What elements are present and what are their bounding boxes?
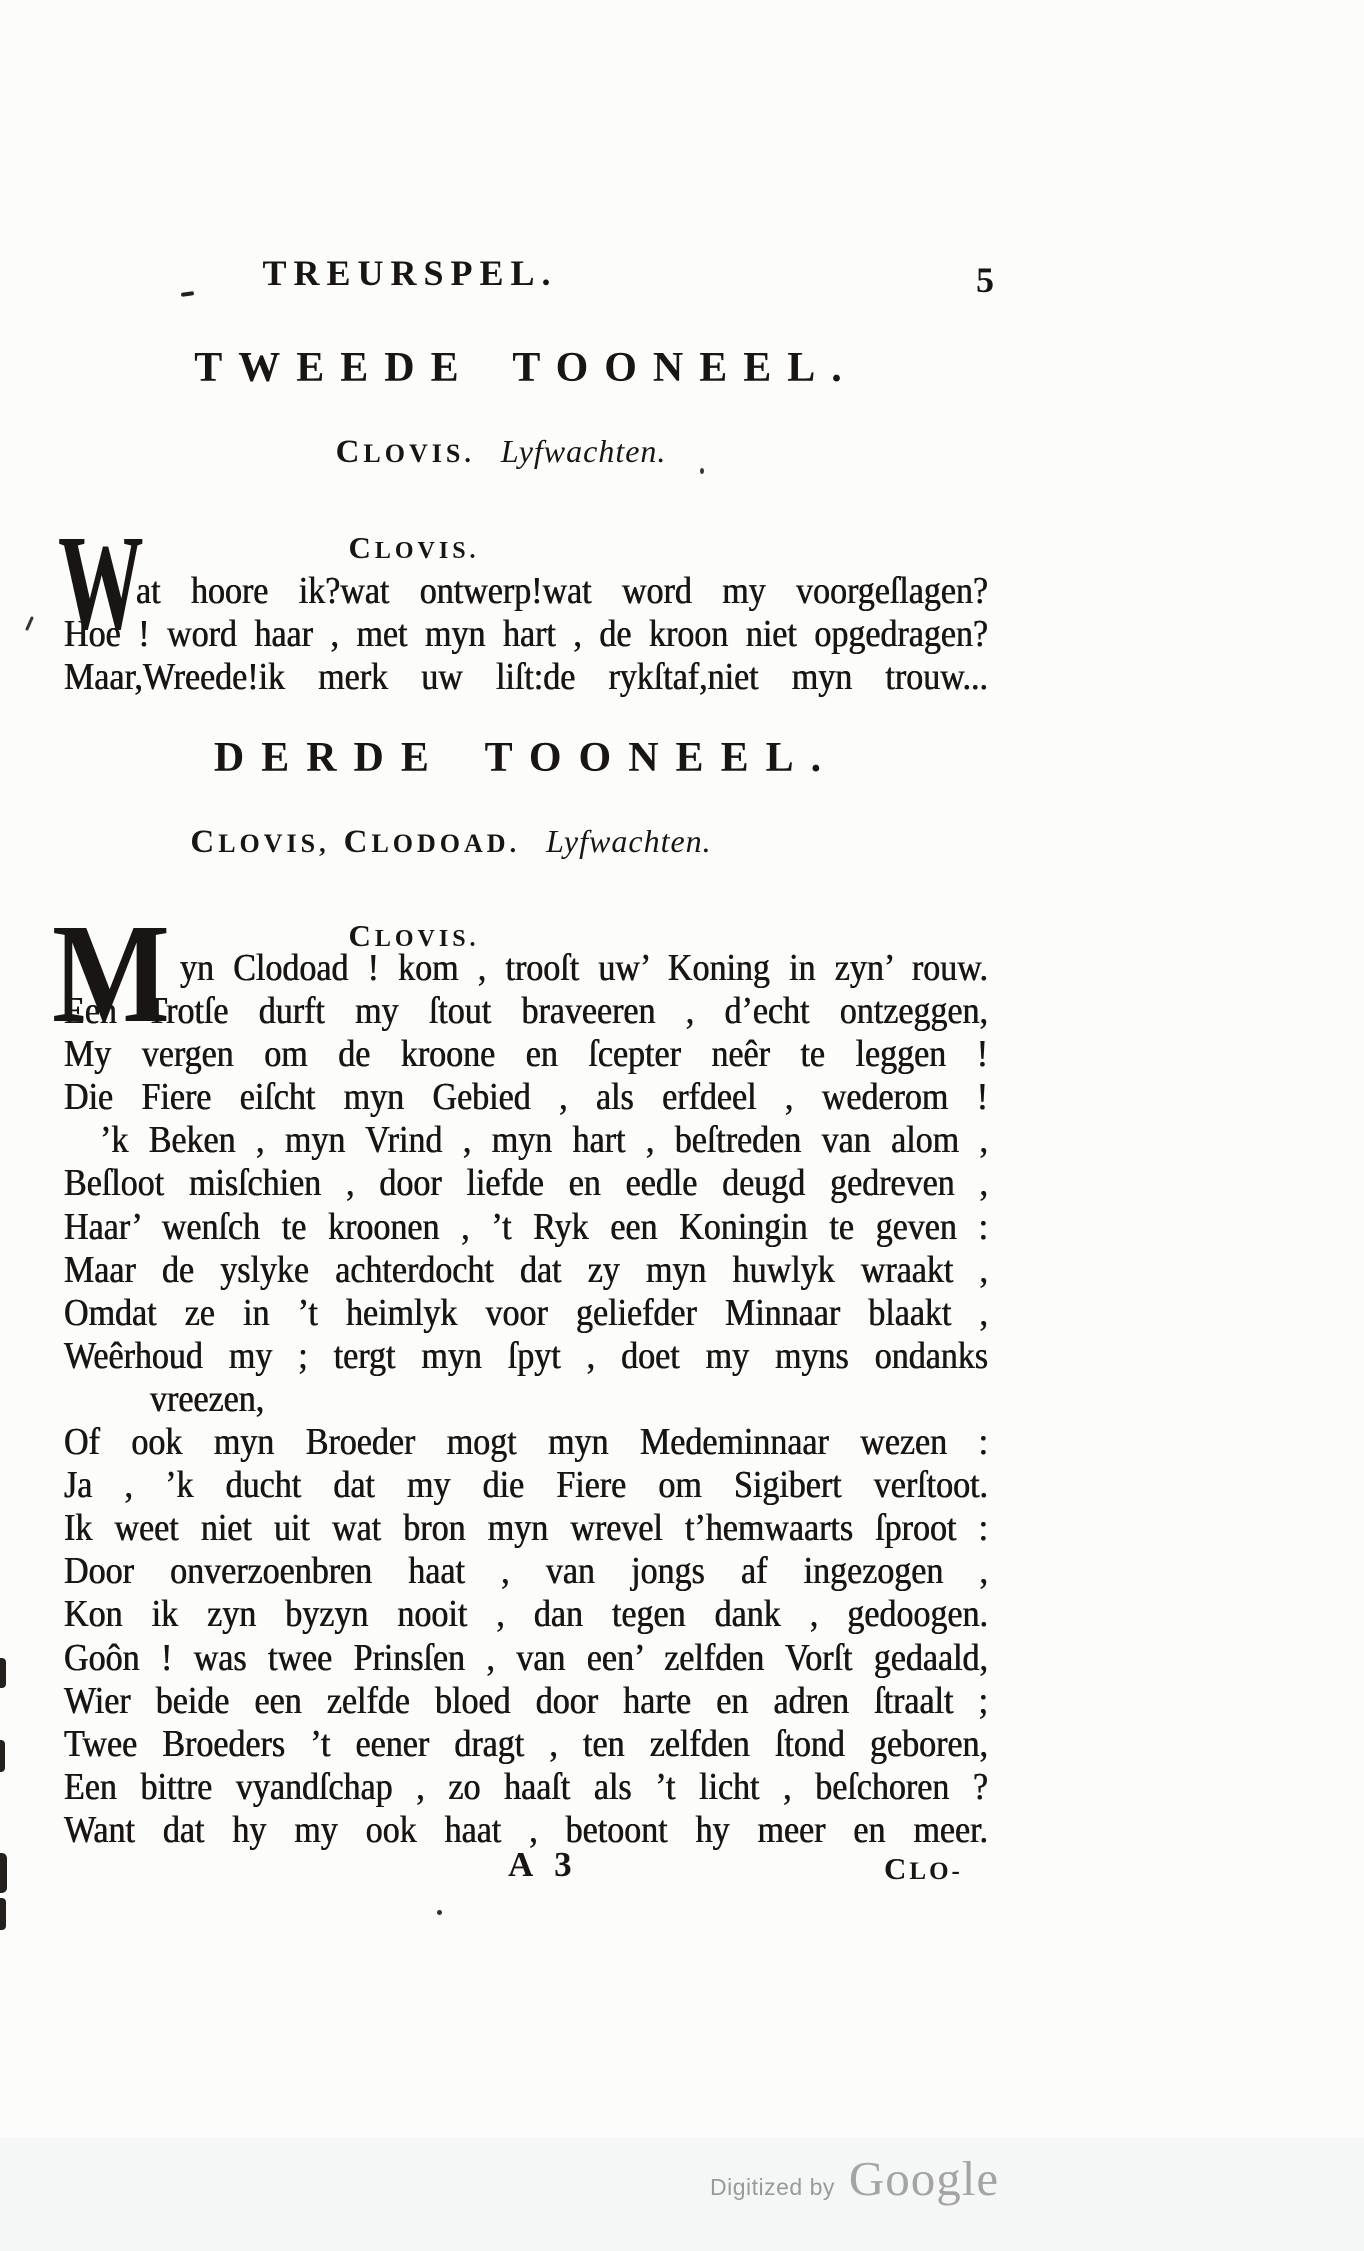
verse-line: Omdat ze in ’t heimlyk voor geliefder Minnaar blaakt , [64,1292,988,1334]
ink-artifact [25,616,34,631]
ink-artifact [181,291,194,297]
ink-artifact [0,1898,6,1930]
ink-artifact [0,1658,6,1688]
verse-line: Want dat hy my ook haat , betoont hy meer en meer. [64,1809,988,1851]
verse-line: Een bittre vyandſchap , zo haaſt als ’t licht , beſchoren ? [64,1766,988,1808]
ink-artifact [437,1910,442,1915]
verse-line: at hoore ik?wat ontwerp!wat word my voorgeſlagen? [136,570,988,612]
scene1-characters-line [64,435,938,469]
speech-clovis-1 [64,570,988,699]
drop-cap-w: W [58,508,144,658]
google-logo: Google [848,2151,1000,2206]
page-number: 5 [976,260,994,300]
verse-line: My vergen om de kroone en ſcepter neêr te leggen ! [64,1033,988,1076]
verse-line: Of ook myn Broeder mogt myn Medeminnaar wezen : [64,1421,988,1463]
character-name: CLOVIS. [335,434,475,470]
signature-mark: A 3 [508,1845,572,1884]
speech-clovis-2 [64,947,988,1852]
running-title: TREURSPEL. [262,253,558,293]
verse-line: Haar’ wenſch te kroonen , ’t Ryk een Koningin te geven : [64,1206,988,1248]
character-name: CLOVIS, [190,824,330,860]
stage-direction: Lyfwachten. [500,433,667,469]
stage-direction: Lyfwachten. [546,823,712,859]
verse-line: Door onverzoenbren haat , van jongs af ingezogen , [64,1550,988,1593]
verse-line: Ja , ’k ducht dat my die Fiere om Sigibert verſtoot. [64,1464,988,1507]
scene-heading-tweede-tooneel: TWEEDE TOONEEL. [194,345,858,391]
speaker-label: CLOVIS. [348,530,480,565]
verse-line: vreezen, [150,1378,265,1420]
verse-line: ’k Beken , myn Vrind , myn hart , beſtreden van alom , [100,1119,988,1162]
verse-line: Die Fiere eiſcht myn Gebied , als erfdeel , wederom ! [64,1076,988,1119]
speaker-name [64,532,764,563]
verse-line: Beſloot misſchien , door liefde en eedle deugd gedreven , [64,1162,988,1205]
verse-line: Ik weet niet uit wat bron myn wrevel t’hemwaarts ſproot : [64,1507,988,1550]
scene2-characters-line [64,825,838,859]
verse-line: Weêrhoud my ; tergt myn ſpyt , doet my myns ondanks [64,1335,988,1377]
verse-line: Kon ik zyn byzyn nooit , dan tegen dank , gedoogen. [64,1593,988,1636]
page-footer-strip [0,2138,1364,2251]
verse-line: Hoe ! word haar , met myn hart , de kroon niet opgedragen? [64,613,988,656]
ink-artifact [0,1740,5,1772]
scene-heading-derde-tooneel: DERDE TOONEEL. [213,735,839,781]
verse-line: Twee Broeders ’t eener dragt , ten zelfden ſtond geboren, [64,1723,988,1765]
verse-line: Goôn ! was twee Prinsſen , van een’ zelfden Vorſt gedaald, [64,1637,988,1679]
catchword-text: CLO- [884,1851,963,1886]
ink-artifact [700,468,704,474]
digitized-by-label: Digitized by [710,2174,835,2200]
character-name: CLODOAD. [343,824,521,860]
speaker-label: CLOVIS. [348,918,480,953]
ink-artifact [0,1853,7,1893]
catchword [884,1853,963,1884]
verse-line: Maar,Wreede!ik merk uw liſt:de rykſtaf,niet myn trouw... [64,656,988,699]
verse-line: Een Trotſe durft my ſtout braveeren , d’echt ontzeggen, [64,990,988,1033]
drop-cap-m: M [52,894,170,1052]
verse-line: Wier beide een zelfde bloed door harte en adren ſtraalt ; [64,1680,988,1722]
verse-line: yn Clodoad ! kom , trooſt uw’ Koning in zyn’ rouw. [180,947,988,989]
verse-line: Maar de yslyke achterdocht dat zy myn huwlyk wraakt , [64,1249,988,1291]
digitization-watermark [710,2150,999,2207]
